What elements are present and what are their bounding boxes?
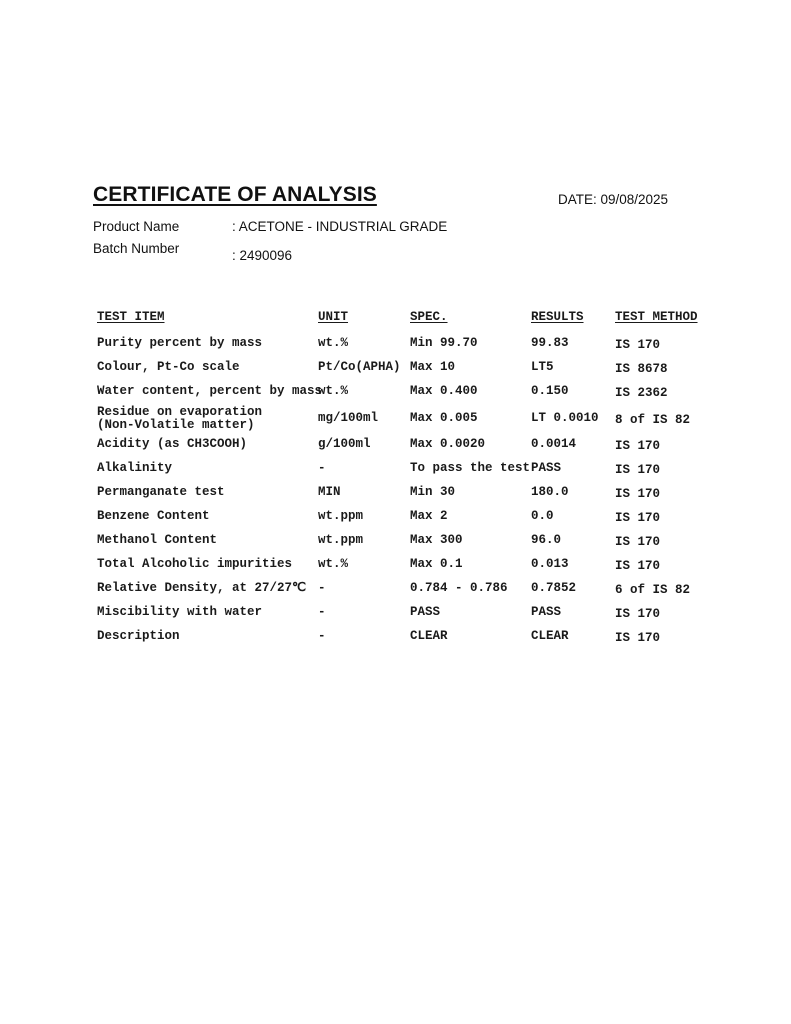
table-row (97, 485, 717, 509)
cell-unit: Pt/Co(APHA) (318, 360, 401, 374)
cell-test-item: Relative Density, at 27/27℃ (97, 581, 307, 595)
cell-result: 180.0 (531, 485, 569, 499)
cell-unit: - (318, 461, 326, 475)
header-spec: SPEC. (410, 310, 448, 324)
cell-spec: Max 0.1 (410, 557, 463, 571)
table-row (97, 360, 717, 384)
cell-spec: Max 10 (410, 360, 456, 374)
cell-spec: Max 0.005 (410, 411, 478, 425)
cell-test-item: Benzene Content (97, 509, 210, 523)
document-date: DATE: 09/08/2025 (558, 192, 669, 207)
table-row (97, 629, 717, 653)
cell-test-item: Alkalinity (97, 461, 173, 475)
cell-result: 96.0 (531, 533, 562, 547)
cell-unit: wt.ppm (318, 533, 364, 547)
cell-result: 99.83 (531, 336, 569, 350)
cell-test-method: IS 170 (615, 487, 661, 501)
cell-test-item: Water content, percent by mass (97, 384, 323, 398)
cell-result: PASS (531, 461, 562, 475)
cell-result: LT 0.0010 (531, 411, 599, 425)
product-name-value: : ACETONE - INDUSTRIAL GRADE (232, 219, 448, 234)
cell-spec: PASS (410, 605, 441, 619)
cell-unit: MIN (318, 485, 341, 499)
analysis-table (97, 310, 717, 653)
cell-result: 0.0 (531, 509, 554, 523)
cell-test-method: IS 170 (615, 338, 661, 352)
cell-test-method: IS 8678 (615, 362, 668, 376)
cell-spec: Max 2 (410, 509, 448, 523)
table-body (97, 336, 717, 653)
table-header-row (97, 310, 717, 336)
cell-unit: wt.% (318, 557, 349, 571)
cell-test-method: IS 170 (615, 535, 661, 549)
cell-test-method: IS 170 (615, 439, 661, 453)
table-row (97, 461, 717, 485)
cell-spec: Min 30 (410, 485, 456, 499)
cell-test-method: IS 170 (615, 607, 661, 621)
cell-unit: wt.ppm (318, 509, 364, 523)
cell-unit: - (318, 605, 326, 619)
cell-spec: Max 0.0020 (410, 437, 486, 451)
header-results: RESULTS (531, 310, 584, 324)
cell-result: LT5 (531, 360, 554, 374)
product-name-label: Product Name (93, 219, 180, 234)
cell-result: 0.0014 (531, 437, 577, 451)
table-row (97, 581, 717, 605)
table-row (97, 605, 717, 629)
cell-test-method: IS 170 (615, 559, 661, 573)
batch-number-label: Batch Number (93, 241, 180, 256)
cell-unit: - (318, 581, 326, 595)
cell-test-method: IS 170 (615, 511, 661, 525)
cell-result: 0.013 (531, 557, 569, 571)
cell-test-item: Purity percent by mass (97, 336, 263, 350)
cell-test-item: Description (97, 629, 180, 643)
cell-test-item: Acidity (as CH3COOH) (97, 437, 248, 451)
cell-unit: wt.% (318, 384, 349, 398)
table-row (97, 509, 717, 533)
cell-result: PASS (531, 605, 562, 619)
table-row (97, 557, 717, 581)
header-test-method: TEST METHOD (615, 310, 698, 324)
batch-number-value: : 2490096 (232, 248, 293, 263)
table-row (97, 336, 717, 360)
cell-spec: Max 300 (410, 533, 463, 547)
table-row (97, 437, 717, 461)
cell-unit: - (318, 629, 326, 643)
cell-spec: To pass the test (410, 461, 531, 475)
cell-result: 0.7852 (531, 581, 577, 595)
cell-test-item: Methanol Content (97, 533, 218, 547)
cell-unit: wt.% (318, 336, 349, 350)
cell-test-method: IS 2362 (615, 386, 668, 400)
cell-test-item: Residue on evaporation (Non-Volatile matter) (97, 405, 263, 432)
table-row (97, 533, 717, 557)
cell-result: CLEAR (531, 629, 569, 643)
table-row (97, 405, 717, 437)
document-title: CERTIFICATE OF ANALYSIS (93, 183, 377, 206)
cell-test-method: 6 of IS 82 (615, 583, 691, 597)
cell-unit: g/100ml (318, 437, 371, 451)
cell-spec: CLEAR (410, 629, 448, 643)
cell-test-item: Permanganate test (97, 485, 225, 499)
cell-test-item: Miscibility with water (97, 605, 263, 619)
cell-result: 0.150 (531, 384, 569, 398)
cell-unit: mg/100ml (318, 411, 379, 425)
header-test-item: TEST ITEM (97, 310, 165, 324)
header-unit: UNIT (318, 310, 349, 324)
cell-test-item: Total Alcoholic impurities (97, 557, 293, 571)
cell-spec: 0.784 - 0.786 (410, 581, 508, 595)
cell-test-item: Colour, Pt-Co scale (97, 360, 240, 374)
cell-spec: Min 99.70 (410, 336, 478, 350)
cell-test-method: 8 of IS 82 (615, 413, 691, 427)
cell-spec: Max 0.400 (410, 384, 478, 398)
cell-test-method: IS 170 (615, 463, 661, 477)
cell-test-method: IS 170 (615, 631, 661, 645)
